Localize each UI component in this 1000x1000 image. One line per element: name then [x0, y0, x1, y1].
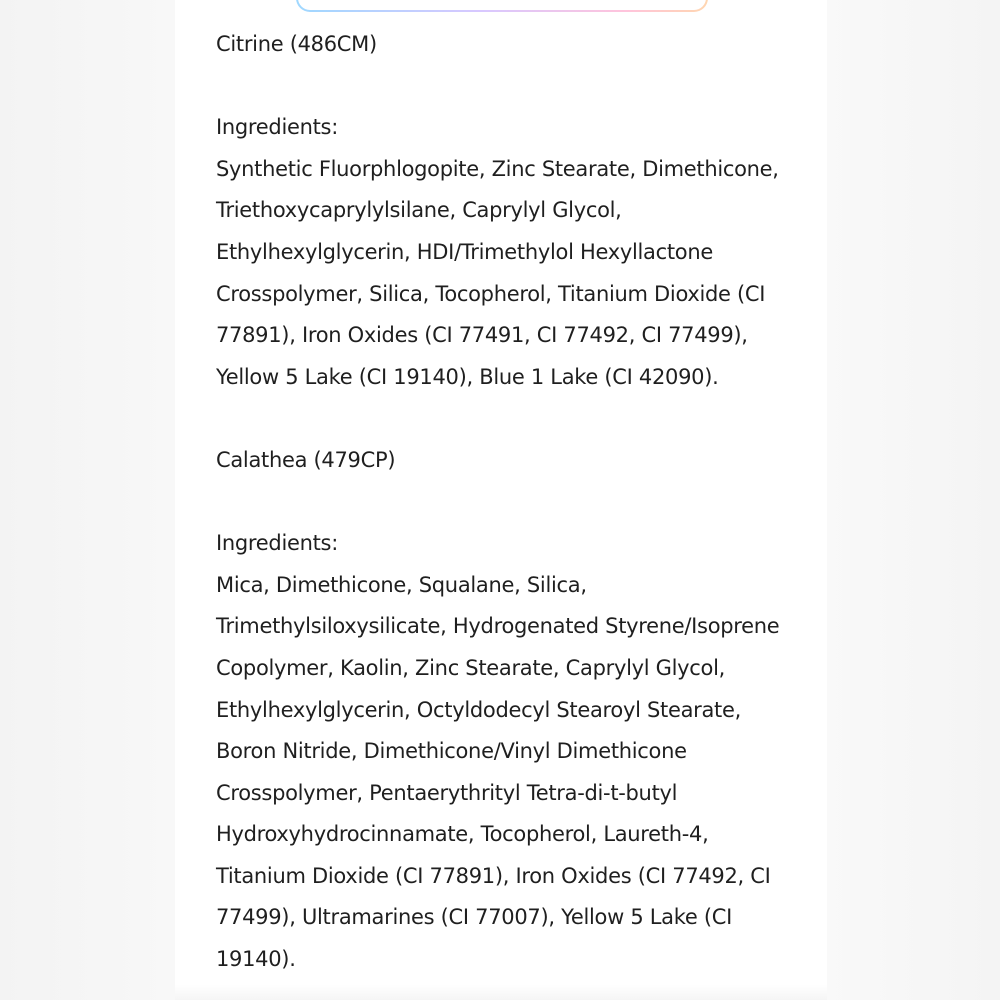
spacer — [216, 66, 816, 108]
ingredients-line: Copolymer, Kaolin, Zinc Stearate, Caprylyl Glycol, — [216, 655, 726, 680]
bottom-shadow — [175, 984, 827, 1000]
product-name: Calathea (479CP) — [216, 447, 396, 472]
ingredients-line: 77891), Iron Oxides (CI 77491, CI 77492, CI 77499), — [216, 323, 748, 348]
ingredients-line: Crosspolymer, Pentaerythrityl Tetra-di-t-butyl — [216, 780, 678, 805]
ingredients-line: Yellow 5 Lake (CI 19140), Blue 1 Lake (CI 42090). — [216, 364, 719, 389]
ingredients-card — [175, 0, 827, 1000]
ingredients-label: Ingredients: — [216, 531, 338, 556]
ingredients-line: Titanium Dioxide (CI 77891), Iron Oxides (CI 77492, CI — [216, 863, 771, 888]
left-backdrop — [0, 0, 175, 1000]
ingredients-line: 77499), Ultramarines (CI 77007), Yellow 5 Lake (CI — [216, 905, 732, 930]
ingredients-text — [216, 24, 816, 981]
ingredients-line: Boron Nitride, Dimethicone/Vinyl Dimethicone — [216, 739, 687, 764]
product-name: Citrine (486CM) — [216, 32, 377, 56]
ingredients-line: Triethoxycaprylylsilane, Caprylyl Glycol, — [216, 198, 622, 223]
ingredients-label: Ingredients: — [216, 115, 338, 140]
ingredients-line: Hydroxyhydrocinnamate, Tocopherol, Laureth-4, — [216, 822, 709, 847]
ingredients-line: 19140). — [216, 947, 296, 972]
ingredients-line: Mica, Dimethicone, Squalane, Silica, — [216, 572, 587, 597]
ingredients-line: Ethylhexylglycerin, Octyldodecyl Stearoyl Stearate, — [216, 697, 741, 722]
ingredients-line: Ethylhexylglycerin, HDI/Trimethylol Hexyllactone — [216, 239, 713, 264]
ingredients-line: Trimethylsiloxysilicate, Hydrogenated Styrene/Isoprene — [216, 614, 780, 639]
right-backdrop — [827, 0, 1000, 1000]
ingredients-line: Synthetic Fluorphlogopite, Zinc Stearate, Dimethicone, — [216, 156, 779, 181]
spacer — [216, 398, 816, 440]
spacer — [216, 482, 816, 524]
top-pill-button[interactable] — [296, 0, 708, 12]
ingredients-line: Crosspolymer, Silica, Tocopherol, Titanium Dioxide (CI — [216, 281, 766, 306]
